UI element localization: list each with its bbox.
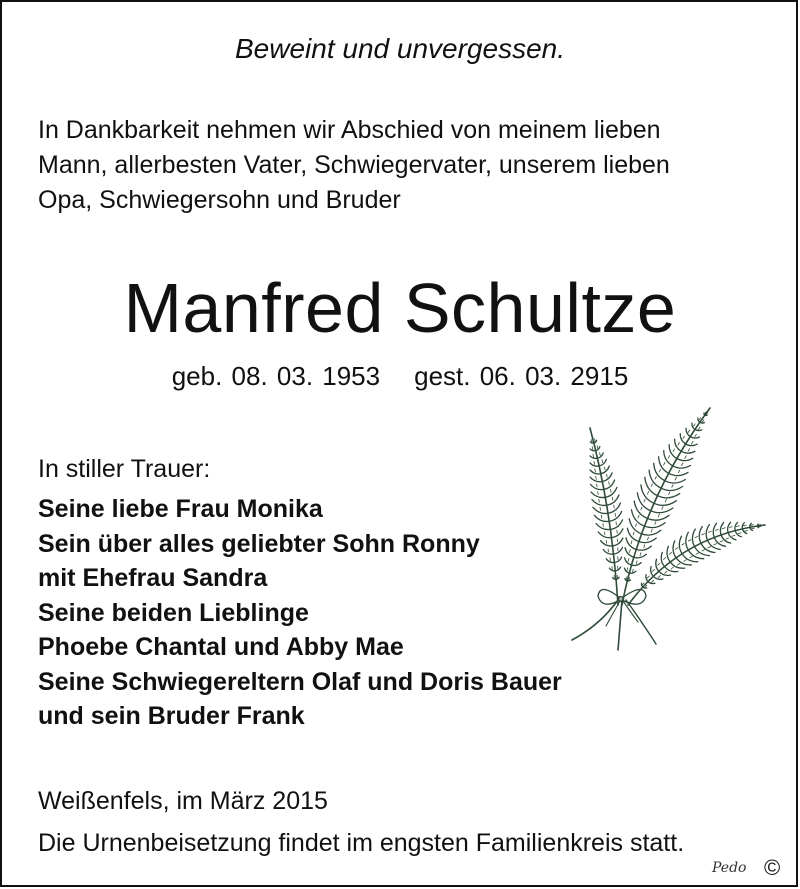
mourner-line: Seine beiden Lieblinge [38,598,309,627]
deceased-name: Manfred Schultze [123,269,677,347]
artist-signature: Pedo [712,860,747,876]
motto: Beweint und unvergessen. [235,33,565,64]
funeral-note: Die Urnenbeisetzung findet im engsten Familienkreis statt. [38,829,685,857]
copyright-icon: © [764,855,781,880]
mourner-line: Seine Schwiegereltern Olaf und Doris Bauer [38,667,562,696]
birth-date: geb. 08. 03. 1953 [171,361,381,391]
place-and-date: Weißenfels, im März 2015 [38,787,328,815]
mourning-label: In stiller Trauer: [38,455,211,483]
mourners-list [38,492,562,734]
mourner-line: Phoebe Chantal und Abby Mae [38,633,404,661]
intro-line: Opa, Schwiegersohn und Bruder [38,186,401,214]
life-dates [0,360,800,392]
fern-bouquet-icon [560,400,775,655]
intro-line: In Dankbarkeit nehmen wir Abschied von meinem lieben [38,116,661,144]
mourner-line: Sein über alles geliebter Sohn Ronny [38,529,480,558]
intro-text [38,113,766,218]
death-date: gest. 06. 03. 2915 [414,361,629,391]
intro-line: Mann, allerbesten Vater, Schwiegervater, unserem lieben [38,151,670,179]
mourner-line: und sein Bruder Frank [38,702,305,730]
mourner-line: mit Ehefrau Sandra [38,564,268,592]
mourner-line: Seine liebe Frau Monika [38,495,323,523]
